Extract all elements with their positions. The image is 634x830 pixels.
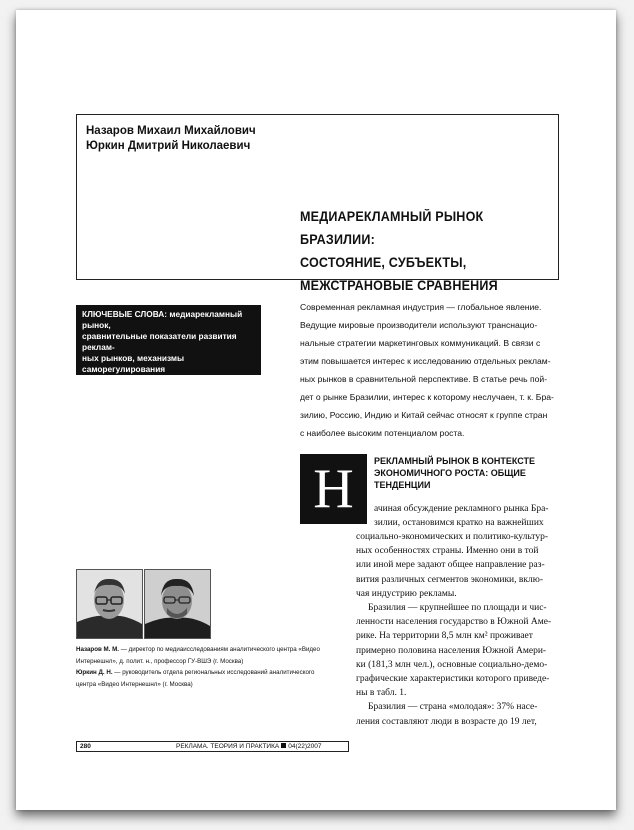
section-heading [374, 455, 564, 491]
author-name: Юркин Дмитрий Николаевич [86, 140, 251, 152]
page-footer [76, 741, 349, 752]
title-line: МЕДИАРЕКЛАМНЫЙ РЫНОК БРАЗИЛИИ: [300, 209, 484, 247]
keywords-box [76, 305, 261, 385]
bio-yurkin [76, 667, 366, 679]
heading-line: ТЕНДЕНЦИИ [374, 480, 431, 490]
body-text [356, 530, 560, 729]
bio-text: Интернешнл», д. полит. н., профессор ГУ-ВШЭ (г. Москва) [76, 657, 244, 665]
body-line: зилии, остановимся кратко на важнейших [374, 518, 544, 529]
lead-line: дет о рынке Бразилии, интерес к которому неслучаен, т. к. Бра- [300, 392, 554, 402]
bio-text: центра «Видео Интернешнл» (г. Москва) [76, 680, 193, 688]
lead-line: Современная рекламная индустрия — глобальное явление. [300, 302, 542, 312]
heading-line: РЕКЛАМНЫЙ РЫНОК В КОНТЕКСТЕ [374, 456, 536, 466]
keywords-line: ных рынков, механизмы саморегулирования [82, 353, 185, 374]
body-line: рике. На территории 8,5 млн км² проживает [356, 631, 533, 642]
body-line: социально-экономических и политико-культур- [356, 532, 548, 542]
body-line: чая индустрию рекламы. [356, 588, 457, 599]
body-line: ки (181,3 млн чел.), основные социально-демо- [356, 659, 548, 670]
body-line: вития различных сегментов экономики, вклю- [356, 574, 543, 585]
body-line: ленности населения государство в Южной Аме- [356, 617, 552, 628]
lead-paragraph [300, 298, 560, 442]
square-bullet-icon [281, 743, 286, 748]
lead-line: Ведущие мировые производители используют транснацио- [300, 320, 538, 330]
title-line: МЕЖСТРАНОВЫЕ СРАВНЕНИЯ [300, 278, 498, 293]
title-line: СОСТОЯНИЕ, СУБЪЕКТЫ, [300, 255, 467, 270]
bio-text: — директор по медиаисследованиям аналитического центра «Видео [118, 646, 320, 653]
body-line: ачиная обсуждение рекламного рынка Бра- [374, 504, 549, 514]
body-text-start [374, 502, 560, 530]
body-line: ления составляют люди в возрасте до 19 лет, [356, 716, 537, 727]
body-line: Бразилия — крупнейшее по площади и чис- [368, 603, 547, 614]
drop-cap: Н [300, 454, 367, 524]
keywords-line: КЛЮЧЕВЫЕ СЛОВА: медиарекламный рынок, [82, 309, 243, 330]
bio-nazarov [76, 644, 366, 656]
lead-line: нальные стратегии маркетинговых коммуникаций. В связи с [300, 338, 541, 348]
author-photo-nazarov [76, 569, 143, 639]
author-photo-yurkin [144, 569, 211, 639]
keywords-line: сравнительные показатели развития реклам- [82, 331, 237, 352]
journal-name: РЕКЛАМА. ТЕОРИЯ И ПРАКТИКА [176, 743, 280, 750]
page-number: 280 [80, 743, 91, 750]
authors-block [86, 124, 256, 154]
heading-line: ЭКОНОМИЧНОГО РОСТА: ОБЩИЕ [374, 468, 526, 478]
lead-line: зилию, Россию, Индию и Китай сейчас относят к группе стран [300, 410, 548, 420]
bio-name: Назаров М. М. [76, 646, 119, 653]
journal-issue: 04(22)2007 [288, 743, 322, 750]
author-name: Назаров Михаил Михайлович [86, 125, 256, 137]
lead-line: ных рынков в сравнительной перспективе. В статье речь пой- [300, 374, 548, 384]
lead-line: с наиболее высоким потенциалом роста. [300, 428, 465, 438]
body-line: ны в табл. 1. [356, 688, 407, 699]
body-line: графические характеристики которого приведе- [356, 674, 550, 685]
bio-text: — руководитель отдела региональных исследований аналитического [112, 669, 315, 676]
authors-bio [76, 644, 366, 690]
body-line: Бразилия — страна «молодая»: 37% насе- [368, 702, 538, 713]
body-line: примерно половина населения Южной Амери- [356, 645, 547, 656]
keywords-line: рекламного рынка [82, 375, 159, 385]
body-line: или иной мере задают общее направление раз- [356, 560, 545, 571]
journal-page [16, 10, 616, 810]
article-title [300, 205, 542, 297]
lead-line: этим повышается интерес к исследованию отдельных реклам- [300, 356, 551, 366]
journal-info [176, 742, 321, 751]
body-line: ных особенностях страны. Именно они в той [356, 546, 539, 557]
bio-name: Юркин Д. Н. [76, 669, 113, 676]
